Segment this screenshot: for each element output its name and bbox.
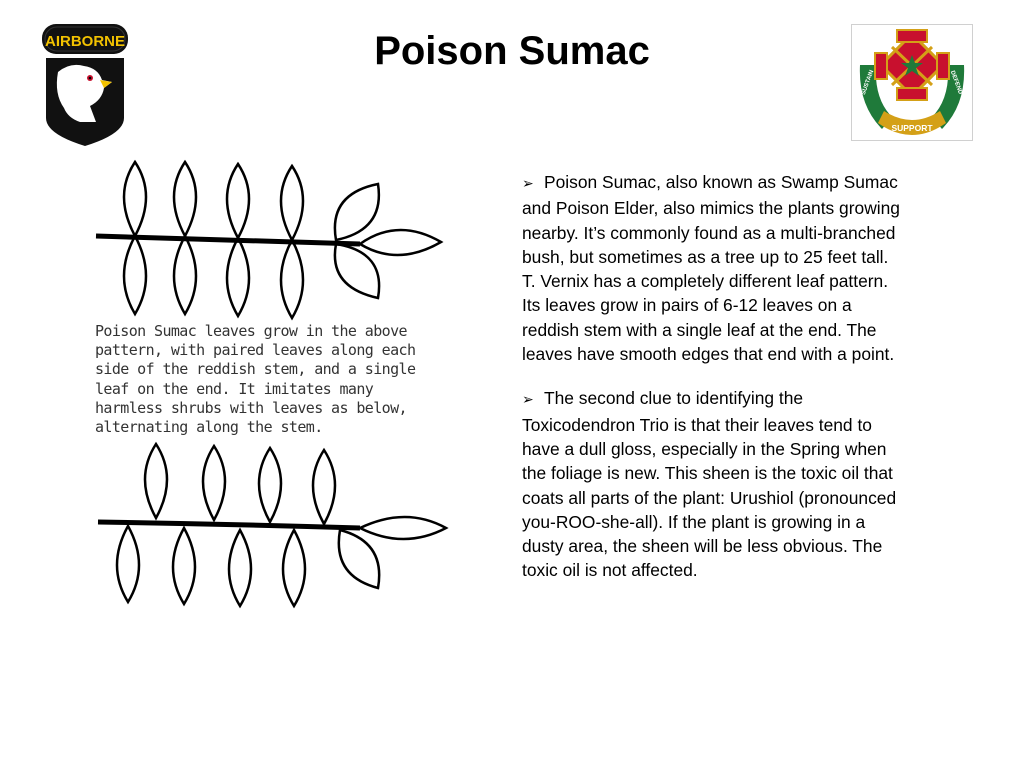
bullet-line-text: The second clue to identifying the	[544, 388, 804, 409]
airborne-tab-text: AIRBORNE	[44, 33, 126, 50]
caption-line: leaf on the end. It imitates many	[95, 379, 374, 398]
defend-scroll-text: DEFEND	[948, 70, 963, 96]
leaf-pattern-figure	[88, 152, 458, 612]
bullet-line: coats all parts of the plant: Urushiol (pronounced	[522, 487, 897, 508]
bullet-paragraph	[522, 386, 962, 582]
arrowhead-bullet-icon: ➢	[522, 176, 534, 192]
bullet-line: nearby. It’s commonly found as a multi-branched	[522, 222, 896, 243]
bullet-line: you-ROO-she-all). If the plant is growing in a	[522, 511, 866, 532]
eagle-insignia-icon	[40, 22, 130, 148]
bullet-line: bush, but sometimes as a tree up to 25 feet tall.	[522, 246, 889, 267]
bullet-text-column	[522, 170, 962, 603]
caption-line: side of the reddish stem, and a single	[95, 360, 416, 379]
caption-line: alternating along the stem.	[95, 418, 323, 437]
caption-line: pattern, with paired leaves along each	[95, 341, 416, 360]
bullet-line	[522, 386, 962, 412]
installation-insignia-icon	[852, 25, 972, 140]
airborne-eagle-logo	[40, 22, 130, 148]
caption-line: harmless shrubs with leaves as below,	[95, 398, 407, 417]
sustain-scroll-text: SUSTAIN	[860, 69, 876, 96]
bullet-line	[522, 170, 962, 196]
bullet-line: leaves have smooth edges that end with a point.	[522, 344, 895, 365]
alternating-leaf-diagram	[88, 436, 458, 612]
bullet-line: toxic oil is not affected.	[522, 560, 698, 581]
bullet-line-text: Poison Sumac, also known as Swamp Sumac	[544, 172, 898, 192]
bullet-line: Toxicodendron Trio is that their leaves tend to	[522, 414, 872, 435]
bullet-line: and Poison Elder, also mimics the plants growing	[522, 198, 900, 219]
bullet-line: reddish stem with a single leaf at the end. The	[522, 319, 877, 340]
installation-command-logo	[851, 24, 973, 141]
caption-line: Poison Sumac leaves grow in the above	[95, 322, 407, 340]
poison-sumac-leaf-diagram	[88, 152, 458, 322]
arrowhead-bullet-icon: ➢	[522, 392, 534, 409]
bullet-line: Its leaves grow in pairs of 6-12 leaves on a	[522, 295, 852, 316]
bullet-line: the foliage is new. This sheen is the toxic oil that	[522, 463, 893, 484]
bullet-line: dusty area, the sheen will be less obvious. The	[522, 536, 883, 557]
bullet-line: T. Vernix has a completely different leaf pattern.	[522, 271, 889, 292]
bullet-line: have a dull gloss, especially in the Spring when	[522, 438, 887, 459]
bullet-paragraph	[522, 170, 962, 366]
leaf-pattern-caption	[95, 322, 465, 437]
support-scroll-text: SUPPORT	[891, 123, 933, 133]
slide-title: Poison Sumac	[374, 29, 650, 73]
